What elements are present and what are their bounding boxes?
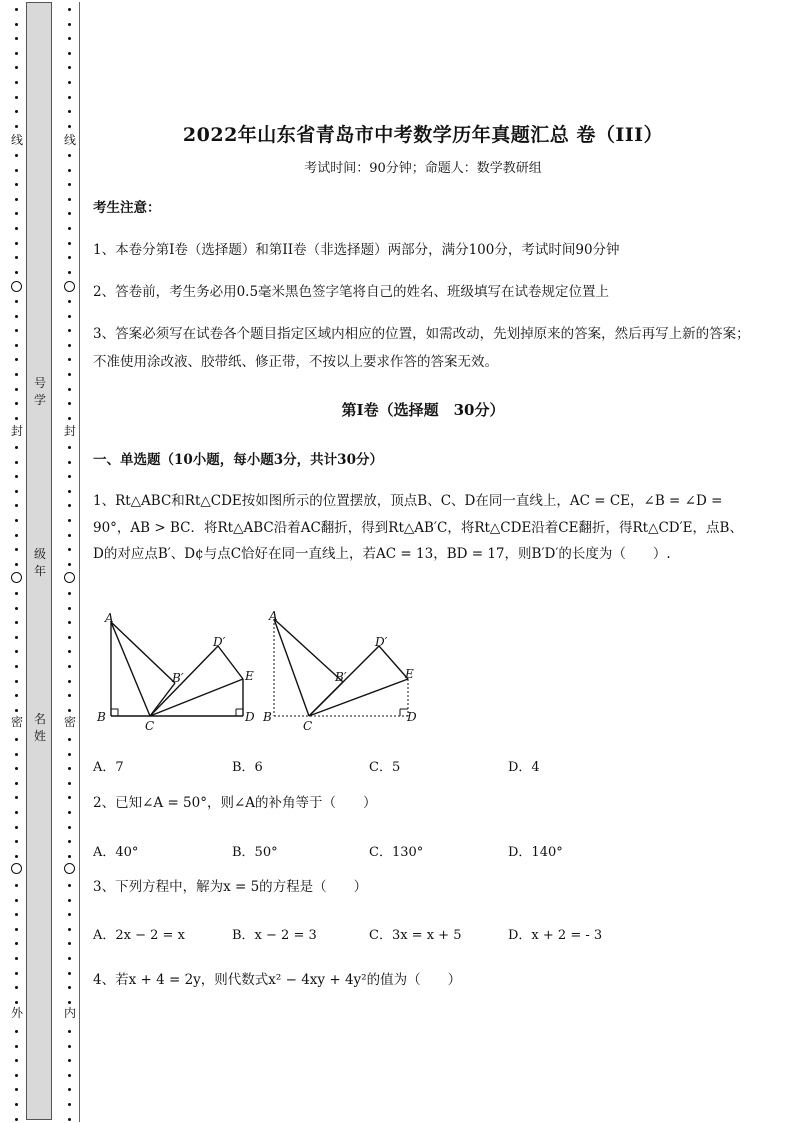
margin-dot [15,796,18,799]
margin-dot [68,753,71,756]
margin-dot [68,358,71,361]
margin-dot [68,972,71,975]
margin-dot [15,563,18,566]
fig2-label-d-prime: D′ [375,635,388,649]
margin-mark: 封 [10,424,23,438]
margin-dot [15,636,18,639]
margin-dot [68,504,71,507]
margin-dot [15,548,18,551]
margin-dot [68,388,71,391]
margin-mark: 外 [10,1006,23,1020]
margin-dot [68,169,71,172]
margin-dot [68,1088,71,1091]
fig-label-c: C [145,719,155,732]
margin-dot [68,52,71,55]
margin-dot [15,942,18,945]
margin-dot [68,782,71,785]
margin-dot [68,534,71,537]
margin-dot [68,37,71,40]
margin-dot [15,986,18,989]
margin-dot [15,81,18,84]
margin-dot [15,96,18,99]
margin-dot [68,942,71,945]
margin-dot [15,271,18,274]
fig2-label-c: C [303,719,313,732]
margin-mark: 内 [63,1006,76,1020]
margin-dot [68,490,71,493]
margin-dot [15,826,18,829]
margin-dot [68,402,71,405]
margin-dot [15,680,18,683]
margin-dot [68,227,71,230]
margin-dot [68,300,71,303]
fig2-label-b: B [263,710,272,724]
margin-dot [68,811,71,814]
q3-option-c: C．3x = x + 5 [369,928,462,943]
inner-dotted-line [63,0,77,1123]
margin-dot [15,358,18,361]
fig-label-a: A [105,611,114,625]
margin-dot [68,957,71,960]
margin-dot [15,1030,18,1033]
margin-dot [68,1118,71,1121]
fig-label-e: E [245,669,254,683]
question-1-stem: 1、Rt△ABC和Rt△CDE按如图所示的位置摆放，顶点B、C、D在同一直线上，AC = CE，∠B = ∠D = 90°，AB > BC．将Rt△ABC沿着AC翻折，得到Rt△AB′C，将Rt△CDE沿着CE翻折，得Rt△CD′E，点B、D的对应点B′、D¢与点C恰好在同一直线上，若AC = 13，BD = 17，则B′D′的长度为（ ）. [93,493,743,562]
margin-dot [68,154,71,157]
margin-dot [68,840,71,843]
margin-dot [68,81,71,84]
q2-option-c: C．130° [369,845,424,860]
margin-circle-icon [64,863,75,874]
band-label-name: 名 姓 [33,712,46,743]
margin-dot [15,972,18,975]
margin-dot [15,753,18,756]
margin-dot [68,694,71,697]
margin-dot [68,913,71,916]
margin-dot [68,8,71,11]
fig-label-b-prime: B′ [172,671,184,685]
margin-dot [15,782,18,785]
margin-mark: 线 [10,133,23,147]
q2-option-d: D．140° [508,845,563,860]
margin-mark: 密 [10,715,23,729]
q2-option-b: B．50° [232,845,278,860]
q1-option-b: B．6 [232,760,263,775]
fig-label-b: B [97,710,106,724]
margin-dot [68,928,71,931]
margin-dot [68,592,71,595]
margin-dot [68,563,71,566]
exam-title: 2022年山东省青岛市中考数学历年真题汇总 卷（III） [182,124,664,146]
margin-dot [68,680,71,683]
outer-dotted-line [10,0,24,1123]
margin-dot [68,1074,71,1077]
margin-dot [15,212,18,215]
margin-dot [15,329,18,332]
question-4-stem: 4、若x + 4 = 2y，则代数式x² − 4xy + 4y²的值为（ ） [93,972,462,988]
fig-label-d-prime: D′ [213,635,226,649]
margin-dot [15,855,18,858]
margin-circle-icon [64,281,75,292]
margin-dot [15,1045,18,1048]
margin-dot [15,534,18,537]
margin-dot [68,110,71,113]
margin-dot [15,388,18,391]
margin-dot [15,475,18,478]
margin-dot [68,884,71,887]
margin-dot [68,23,71,26]
margin-dot [68,986,71,989]
fig2-label-e: E [405,667,414,681]
margin-mark: 线 [63,133,76,147]
margin-dot [15,198,18,201]
margin-dot [15,125,18,128]
margin-dot [68,1045,71,1048]
margin-circle-icon [11,281,22,292]
margin-dot [15,1001,18,1004]
student-info-band [26,2,52,1120]
margin-dot [68,271,71,274]
margin-dot [68,242,71,245]
margin-dot [15,1103,18,1106]
margin-dot [68,1059,71,1062]
notice-item-3: 3、答案必须写在试卷各个题目指定区域内相应的位置，如需改动，先划掉原来的答案，然后再写上新的答案；不准使用涂改液、胶带纸、修正带，不按以上要求作答的答案无效。 [93,326,750,370]
margin-dot [15,256,18,259]
margin-dot [15,1088,18,1091]
section-heading: 一、单选题（10小题，每小题3分，共计30分） [93,452,383,468]
q3-option-d: D．x + 2 = - 3 [508,928,603,943]
margin-dot [15,490,18,493]
margin-dot [68,636,71,639]
margin-dot [68,66,71,69]
margin-dot [15,461,18,464]
margin-dot [15,402,18,405]
band-label-class: 级 年 [33,547,46,578]
margin-dot [15,37,18,40]
margin-dot [68,519,71,522]
margin-dot [68,607,71,610]
margin-dot [15,227,18,230]
margin-dot [68,1103,71,1106]
question-2-stem: 2、已知∠A = 50°，则∠A的补角等于（ ） [93,795,377,811]
q2-option-a: A．40° [93,845,139,860]
margin-dot [15,592,18,595]
margin-dot [15,1074,18,1077]
margin-dot [15,694,18,697]
margin-dot [68,826,71,829]
margin-dot [68,855,71,858]
margin-dot [15,928,18,931]
margin-dot [15,242,18,245]
margin-dot [68,621,71,624]
margin-dot [68,899,71,902]
margin-dot [15,709,18,712]
margin-circle-icon [64,572,75,583]
margin-dot [15,607,18,610]
q1-option-c: C．5 [369,760,401,775]
question-1-figure [93,604,423,732]
q1-option-a: A．7 [93,760,124,775]
margin-dot [15,154,18,157]
margin-dot [68,344,71,347]
margin-dot [15,621,18,624]
margin-mark: 密 [63,715,76,729]
margin-dot [15,650,18,653]
margin-dot [15,8,18,11]
margin-mark: 封 [63,424,76,438]
notice-item-2: 2、答卷前，考生务必用0.5毫米黑色签字笔将自己的姓名、班级填写在试卷规定位置上 [93,284,610,300]
margin-dot [15,504,18,507]
margin-dot [68,125,71,128]
margin-circle-icon [11,572,22,583]
margin-dot [15,665,18,668]
margin-dot [68,212,71,215]
margin-dot [15,899,18,902]
margin-dot [15,884,18,887]
margin-dot [15,417,18,420]
margin-dot [68,548,71,551]
margin-dot [15,957,18,960]
margin-dot [15,373,18,376]
margin-dot [68,315,71,318]
margin-dot [15,738,18,741]
margin-dot [68,767,71,770]
margin-dot [15,811,18,814]
band-label-student-number: 号 学 [33,376,46,407]
notice-heading: 考生注意： [93,200,161,216]
margin-dot [68,256,71,259]
margin-dot [68,329,71,332]
margin-dot [15,446,18,449]
margin-dot [15,183,18,186]
notice-item-1: 1、本卷分第I卷（选择题）和第II卷（非选择题）两部分，满分100分，考试时间90分钟 [93,242,620,258]
margin-circle-icon [11,863,22,874]
margin-dot [15,23,18,26]
margin-dot [15,519,18,522]
margin-dot [15,52,18,55]
margin-dot [68,183,71,186]
margin-dot [68,665,71,668]
margin-dot [68,461,71,464]
q3-option-a: A．2x − 2 = x [93,928,185,943]
margin-dot [15,300,18,303]
fig2-label-a: A [269,609,278,623]
margin-dot [68,198,71,201]
margin-dot [15,169,18,172]
margin-dot [15,767,18,770]
margin-dot [68,796,71,799]
margin-dot [15,1118,18,1121]
q1-option-d: D．4 [508,760,540,775]
margin-dot [68,373,71,376]
margin-dot [68,650,71,653]
margin-dot [15,1059,18,1062]
exam-subtitle: 考试时间：90分钟；命题人：数学教研组 [304,161,542,176]
margin-dot [68,475,71,478]
margin-dot [68,738,71,741]
margin-rule [79,2,80,1122]
margin-dot [68,1001,71,1004]
margin-dot [68,709,71,712]
margin-dot [15,344,18,347]
margin-dot [68,417,71,420]
margin-dot [68,446,71,449]
margin-dot [15,840,18,843]
fig-label-d: D [245,710,255,724]
margin-dot [68,1030,71,1033]
margin-dot [15,66,18,69]
margin-dot [15,315,18,318]
fig2-label-d: D [407,710,417,724]
part1-title: 第I卷（选择题 30分） [341,401,505,419]
margin-dot [15,913,18,916]
q3-option-b: B．x − 2 = 3 [232,928,317,943]
fig2-label-b-prime: B′ [335,670,347,684]
margin-dot [68,96,71,99]
question-3-stem: 3、下列方程中，解为x = 5的方程是（ ） [93,879,368,895]
margin-dot [15,110,18,113]
